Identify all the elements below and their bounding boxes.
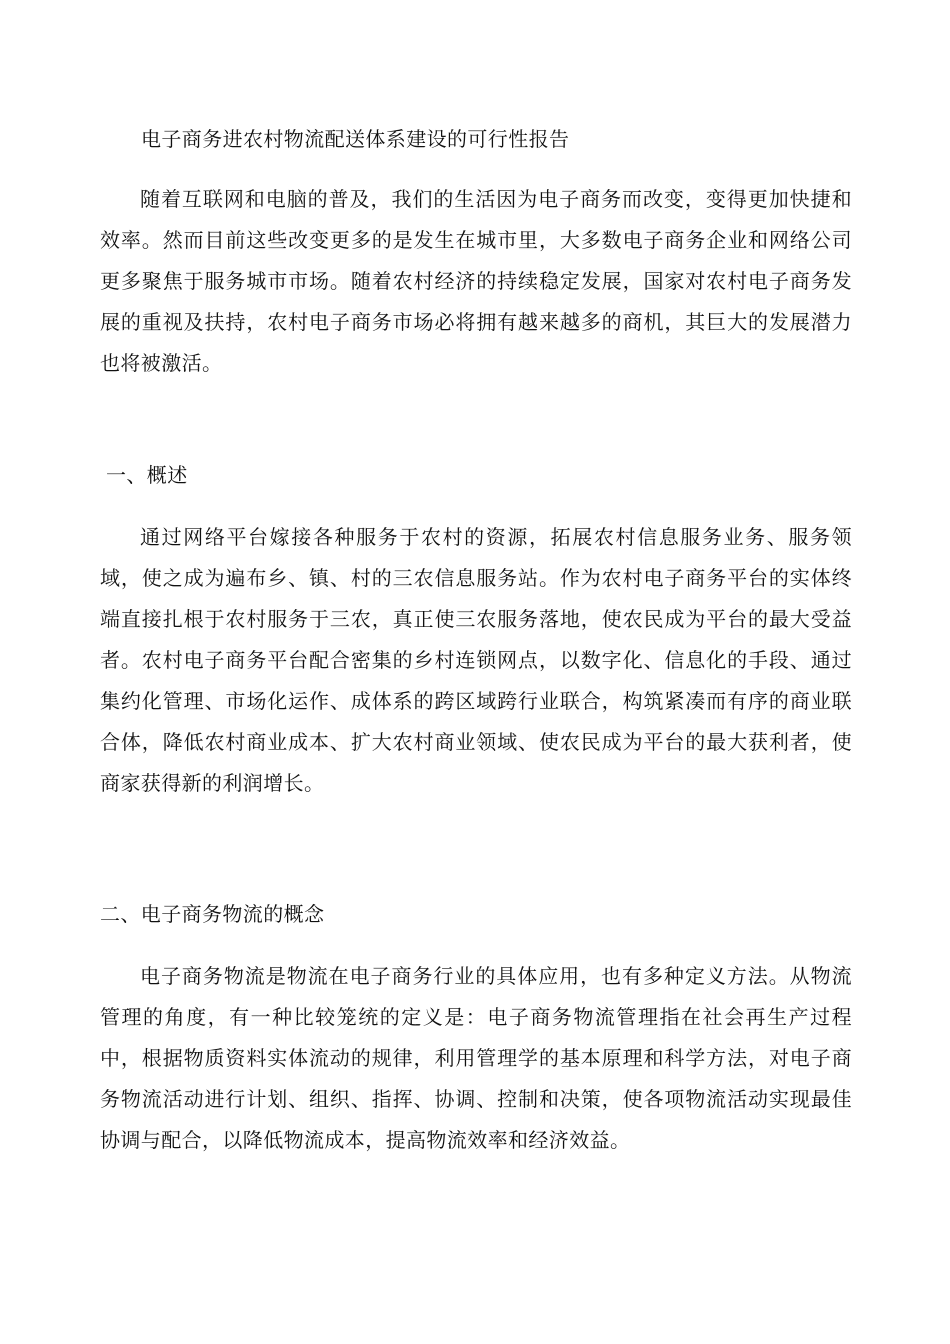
section-heading-ecommerce-logistics-concept: 二、电子商务物流的概念	[100, 902, 325, 926]
section-heading-overview: 一、概述	[106, 463, 188, 487]
section-body-overview: 通过网络平台嫁接各种服务于农村的资源，拓展农村信息服务业务、服务领域，使之成为遍布乡、镇、村的三农信息服务站。作为农村电子商务平台的实体终端直接扎根于农村服务于三农，真正使三农服务落地，使农民成为平台的最大受益者。农村电子商务平台配合密集的乡村连锁网点，以数字化、信息化的手段、通过集约化管理、市场化运作、成体系的跨区域跨行业联合，构筑紧凑而有序的商业联合体，降低农村商业成本、扩大农村商业领域、使农民成为平台的最大获利者，使商家获得新的利润增长。	[100, 525, 852, 795]
intro-paragraph: 随着互联网和电脑的普及，我们的生活因为电子商务而改变，变得更加快捷和效率。然而目前这些改变更多的是发生在城市里，大多数电子商务企业和网络公司更多聚焦于服务城市市场。随着农村经济的持续稳定发展，国家对农村电子商务发展的重视及扶持，农村电子商务市场必将拥有越来越多的商机，其巨大的发展潜力也将被激活。	[100, 187, 852, 375]
document-title: 电子商务进农村物流配送体系建设的可行性报告	[141, 127, 570, 151]
section-body-ecommerce-logistics-concept: 电子商务物流是物流在电子商务行业的具体应用，也有多种定义方法。从物流管理的角度，有一种比较笼统的定义是：电子商务物流管理指在社会再生产过程中，根据物质资料实体流动的规律，利用管理学的基本原理和科学方法，对电子商务物流活动进行计划、组织、指挥、协调、控制和决策，使各项物流活动实现最佳协调与配合，以降低物流成本，提高物流效率和经济效益。	[100, 964, 852, 1152]
